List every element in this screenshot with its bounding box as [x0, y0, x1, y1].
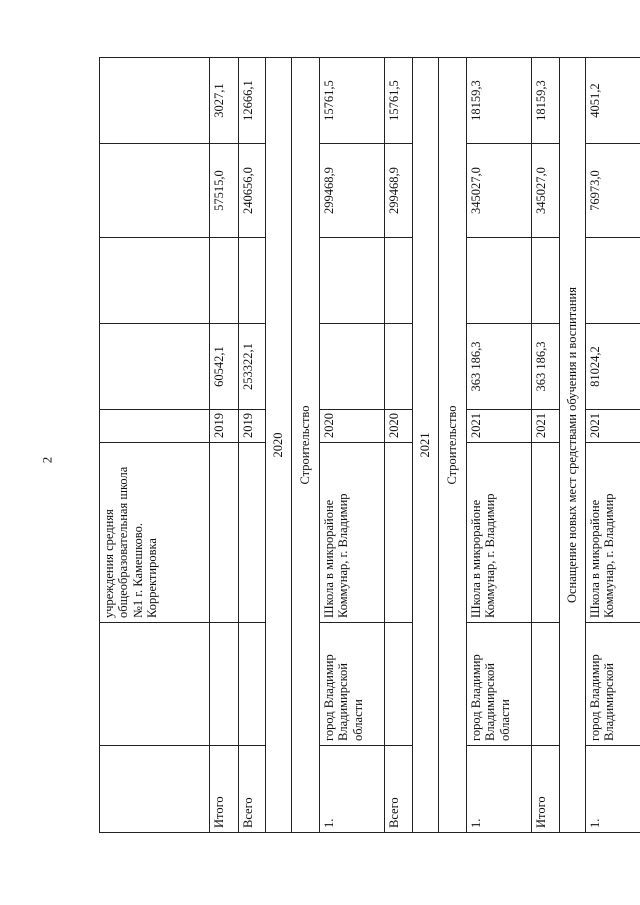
regional-funds-cell: 4051,2: [586, 58, 640, 144]
total-cost-cell: [320, 324, 385, 410]
section-header-row: [560, 58, 586, 833]
region-cell: [239, 623, 266, 746]
year-cell: 2019: [239, 410, 266, 443]
row-number-cell: Итого: [210, 746, 239, 833]
year-cell: 2019: [210, 410, 239, 443]
section-header-row: [292, 58, 320, 833]
total-cost-cell: 60542,1: [210, 324, 239, 410]
total-cost-cell: [100, 324, 210, 410]
federal-funds-cell: 240656,0: [239, 144, 266, 238]
row-number-cell: Итого: [532, 746, 560, 833]
regional-funds-cell: 15761,5: [385, 58, 413, 144]
value-cell: [100, 238, 210, 324]
row-number-cell: 1.: [320, 746, 385, 833]
value-cell: [532, 238, 560, 324]
row-number-cell: [100, 746, 210, 833]
page-number: 2: [39, 456, 55, 464]
object-cell: [385, 443, 413, 623]
year-cell: 2020: [320, 410, 385, 443]
regional-funds-cell: 3027,1: [210, 58, 239, 144]
object-cell: Школа в микрорайоне Коммунар, г. Владимир: [320, 443, 385, 623]
federal-funds-cell: 299468,9: [385, 144, 413, 238]
federal-funds-cell: 299468,9: [320, 144, 385, 238]
section-title: Строительство: [292, 58, 320, 833]
object-cell: [532, 443, 560, 623]
region-cell: [100, 623, 210, 746]
region-cell: город Владимир Владимирской области: [320, 623, 385, 746]
regional-funds-cell: [100, 58, 210, 144]
year-cell: 2021: [586, 410, 640, 443]
region-cell: [385, 623, 413, 746]
value-cell: [239, 238, 266, 324]
row-number-cell: Всего: [239, 746, 266, 833]
year-cell: 2021: [532, 410, 560, 443]
table-body: [100, 58, 640, 833]
total-cost-cell: 81024,2: [586, 324, 640, 410]
row-number-cell: Всего: [385, 746, 413, 833]
year-cell: [100, 410, 210, 443]
total-cost-cell: 363 186,3: [467, 324, 532, 410]
object-cell: Школа в микрорайоне Коммунар, г. Владимир: [467, 443, 532, 623]
section-title: Строительство: [439, 58, 467, 833]
federal-funds-cell: 345027,0: [532, 144, 560, 238]
object-cell: [239, 443, 266, 623]
year-cell: 2020: [385, 410, 413, 443]
regional-funds-cell: 18159,3: [467, 58, 532, 144]
object-cell: учреждения средняя общеобразовательная школа №1 г. Камешково. Корректировка: [100, 443, 210, 623]
row-number-cell: 1.: [467, 746, 532, 833]
object-cell: Школа в микрорайоне Коммунар, г. Владимир: [586, 443, 640, 623]
section-header-row: [266, 58, 292, 833]
table-row: [100, 58, 210, 833]
value-cell: [320, 238, 385, 324]
table-row: [586, 58, 640, 833]
rotated-table-wrapper: [99, 58, 640, 833]
value-cell: [210, 238, 239, 324]
regional-funds-cell: 15761,5: [320, 58, 385, 144]
year-cell: 2021: [467, 410, 532, 443]
row-number-cell: 1.: [586, 746, 640, 833]
regional-funds-cell: 12666,1: [239, 58, 266, 144]
table-row: [467, 58, 532, 833]
table-row: [210, 58, 239, 833]
region-cell: город Владимир Владимирской: [586, 623, 640, 746]
section-title: 2021: [413, 58, 439, 833]
table-row: [385, 58, 413, 833]
section-title: Оснащение новых мест средствами обучения и воспитания: [560, 58, 586, 833]
regional-funds-cell: 18159,3: [532, 58, 560, 144]
section-header-row: [413, 58, 439, 833]
region-cell: город Владимир Владимирской области: [467, 623, 532, 746]
total-cost-cell: 363 186,3: [532, 324, 560, 410]
table-row: [532, 58, 560, 833]
region-cell: [532, 623, 560, 746]
value-cell: [385, 238, 413, 324]
table-row: [239, 58, 266, 833]
value-cell: [586, 238, 640, 324]
section-title: 2020: [266, 58, 292, 833]
section-header-row: [439, 58, 467, 833]
federal-funds-cell: 57515,0: [210, 144, 239, 238]
table-row: [320, 58, 385, 833]
region-cell: [210, 623, 239, 746]
total-cost-cell: 253322,1: [239, 324, 266, 410]
financing-table: [99, 57, 640, 833]
value-cell: [467, 238, 532, 324]
federal-funds-cell: 345027,0: [467, 144, 532, 238]
federal-funds-cell: [100, 144, 210, 238]
federal-funds-cell: 76973,0: [586, 144, 640, 238]
total-cost-cell: [385, 324, 413, 410]
object-cell: [210, 443, 239, 623]
